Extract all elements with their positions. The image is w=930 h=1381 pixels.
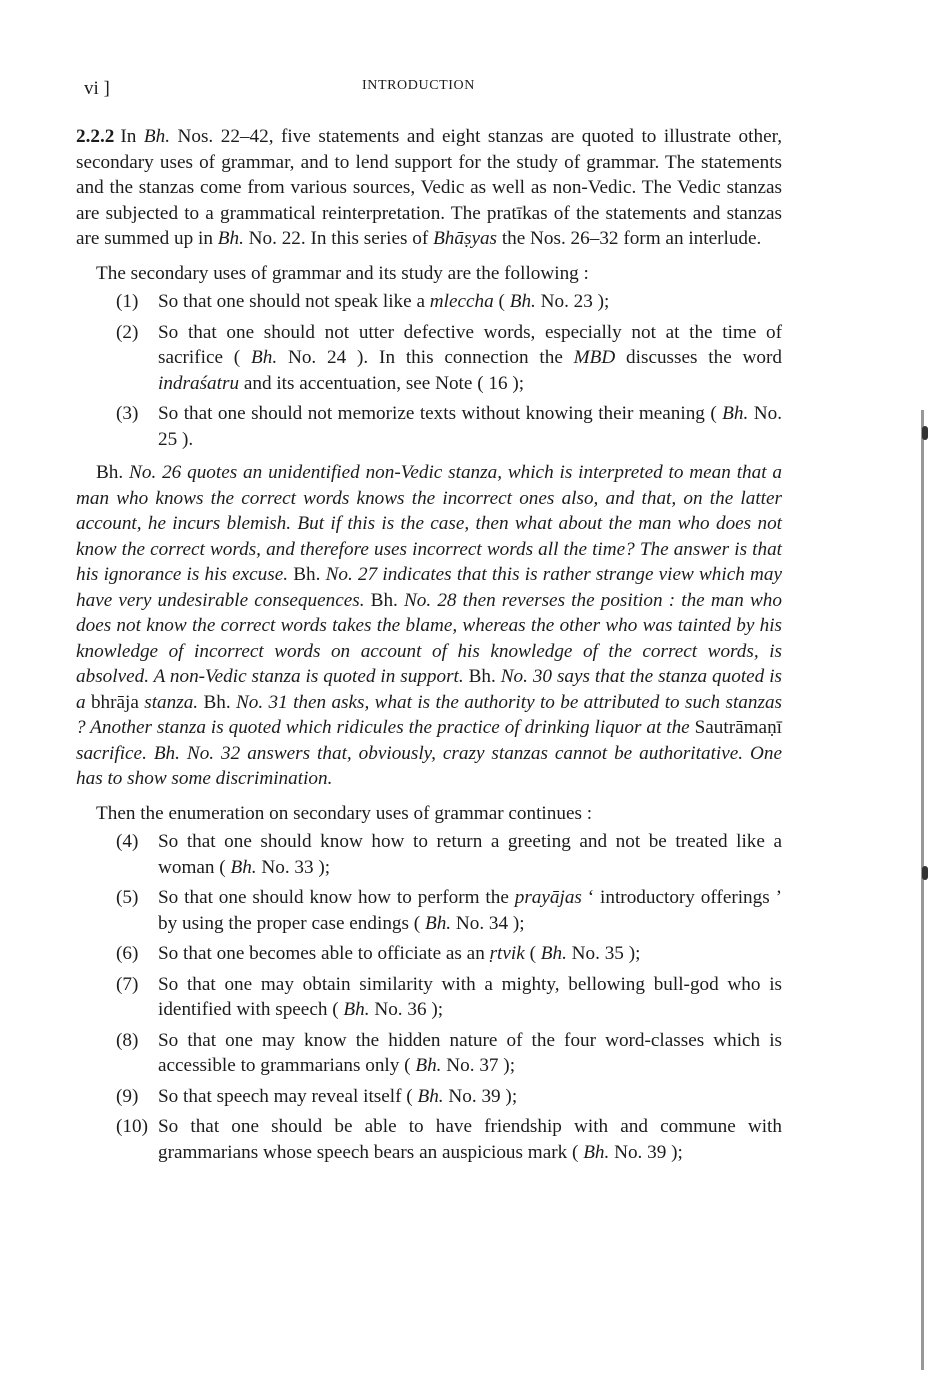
list-item-text <box>158 831 782 878</box>
uses-continuation-intro: Then the enumeration on secondary uses of grammar continues : <box>96 802 593 824</box>
text-run: and its accentuation, see Note ( 16 ); <box>239 372 525 394</box>
body-text <box>76 124 782 1173</box>
text-run: No. 39 ); <box>443 1085 518 1107</box>
list-item-number: (3) <box>116 403 139 424</box>
list-item <box>76 885 782 936</box>
italic-term: Bh. <box>540 943 567 964</box>
list-item <box>76 401 782 452</box>
italic-term: No. 27 indicates that this is rather strange view which may have very undesirable consequences. <box>76 564 782 611</box>
list-item-text <box>158 1116 782 1163</box>
list-item-text <box>158 887 782 934</box>
interlude-paragraph <box>76 460 782 792</box>
text-run: No. 25 ). <box>158 403 782 450</box>
text-run: So that one should be able to have friendship with and commune with grammarians whose speech bears an auspicious mark ( <box>158 1116 782 1163</box>
section-number: 2.2.2 <box>76 126 115 147</box>
list-item-text <box>158 403 782 450</box>
scan-mark <box>922 866 928 880</box>
text-run: So that one should know how to return a greeting and not be treated like a woman ( <box>158 831 782 878</box>
text-run: So that one should not speak like a <box>158 291 430 312</box>
text-run: No. 34 ); <box>451 912 525 934</box>
text-run: the Nos. 26–32 form an interlude. <box>497 228 762 249</box>
text-run: Sautrāmaṇī <box>694 717 782 738</box>
list-item-number: (1) <box>116 291 139 312</box>
italic-term: Bh. <box>583 1141 610 1163</box>
list-item-text <box>158 1086 517 1107</box>
italic-term: Bh. <box>722 403 749 424</box>
text-run: Nos. 22–42, five statements and eight stanzas are quoted to illustrate other, secondary uses of grammar, and to lend support for the study of grammar. The statements and the stanzas come from various sources, Vedic as well as non-Vedic. The Vedic stanzas are subjected to a grammatical reinterpretation. The pratīkas of the statements and stanzas are summed up in <box>76 126 782 249</box>
list-item <box>76 1028 782 1079</box>
text-run: ( <box>524 943 541 964</box>
italic-term: stanza. <box>138 691 204 713</box>
list-item <box>76 320 782 397</box>
italic-term: Bhāṣyas <box>433 228 498 249</box>
text-run: Bh. <box>370 589 398 611</box>
italic-term: prayājas <box>514 887 582 908</box>
text-run: No. 22. In this series of <box>243 228 434 249</box>
italic-term: Bh. <box>509 291 536 312</box>
text-run: In <box>120 126 144 147</box>
list-item-number: (2) <box>116 321 139 343</box>
italic-term: indraśatru <box>158 372 240 394</box>
text-run: No. 24 ). In this connection the <box>277 347 574 368</box>
italic-term: mleccha <box>429 291 494 312</box>
text-run: bhrāja <box>90 691 139 713</box>
italic-term: Bh. <box>251 347 278 368</box>
section-paragraph <box>76 124 782 252</box>
italic-term: Bh. <box>415 1055 442 1076</box>
italic-term: No. 30 says that the stanza quoted is a <box>76 666 782 713</box>
italic-term: Bh. <box>343 999 370 1020</box>
secondary-uses-list-2 <box>76 829 782 1165</box>
list-item <box>76 289 782 315</box>
text-run: So that one should not utter defective words, especially not at the time of sacrifice ( <box>158 321 782 368</box>
italic-term: No. 31 then asks, what is the authority to be attributed to such stanzas ? Another stanza is quoted which ridicules the practice of drinking liquor at the <box>76 691 783 738</box>
text-run: No. 39 ); <box>609 1141 683 1163</box>
text-run: Bh. <box>293 564 321 585</box>
text-run: Bh. <box>96 462 124 483</box>
text-run: ‘ introductory offerings ’ by using the proper case endings ( <box>158 887 782 934</box>
italic-term: Bh. <box>217 228 244 249</box>
list-item-text <box>158 322 782 394</box>
italic-term: Bh. <box>424 912 452 934</box>
italic-term: sacrifice. Bh. No. 32 answers that, obviously, crazy stanzas cannot be authoritative. One has to show some discrimination. <box>76 742 782 789</box>
italic-term: Bh. <box>230 856 257 878</box>
list-item-text <box>158 291 609 312</box>
text-run: So that speech may reveal itself ( <box>158 1085 418 1107</box>
text-run: So that one should not memorize texts without knowing their meaning ( <box>158 403 723 424</box>
text-run: So that one becomes able to officiate as an <box>158 943 490 964</box>
text-run: No. 36 ); <box>369 999 444 1020</box>
italic-term: Bh. <box>143 126 170 147</box>
list-item <box>76 1114 782 1165</box>
list-item-number: (4) <box>116 831 139 852</box>
text-run: So that one may know the hidden nature of the four word-classes which is accessible to grammarians only ( <box>158 1029 782 1076</box>
text-run: discusses the word <box>615 347 782 368</box>
list-item <box>76 941 782 967</box>
text-run: No. 23 ); <box>535 291 610 312</box>
list-item <box>76 972 782 1023</box>
list-item <box>76 1084 782 1110</box>
page-number: vi ] <box>84 78 110 99</box>
list-item-number: (10) <box>116 1116 148 1137</box>
list-item-number: (7) <box>116 973 139 995</box>
secondary-uses-list-1 <box>76 289 782 452</box>
list-item-number: (8) <box>116 1029 139 1051</box>
running-head: INTRODUCTION <box>362 78 475 93</box>
uses-intro: The secondary uses of grammar and its study are the following : <box>96 262 589 284</box>
list-item-number: (5) <box>116 887 139 908</box>
italic-term: Bh. <box>417 1085 444 1107</box>
text-run: Bh. <box>468 666 496 687</box>
text-run: So that one should know how to perform the <box>158 887 515 908</box>
list-item <box>76 829 782 880</box>
list-item-text <box>158 943 640 964</box>
italic-term: ṛtvik <box>489 943 525 964</box>
text-run: No. 33 ); <box>256 856 331 878</box>
list-item-text <box>158 1030 782 1077</box>
text-run: Bh. <box>203 691 231 713</box>
list-item-number: (9) <box>116 1085 139 1107</box>
list-item-text <box>158 974 782 1021</box>
list-item-number: (6) <box>116 943 139 964</box>
scan-binding-edge <box>921 410 924 1370</box>
text-run: No. 35 ); <box>566 943 641 964</box>
italic-term: No. 28 then reverses the position : the man who does not know the correct words takes the blame, whereas the other who was tainted by his knowledge of incorrect words on account of his knowledge of the correct words, is absolved. A non-Vedic stanza is quoted in support. <box>76 589 782 687</box>
scan-mark <box>922 426 928 440</box>
italic-term: MBD <box>573 347 616 368</box>
p-first <box>76 126 782 249</box>
text-run: ( <box>493 291 510 312</box>
text-run: No. 37 ); <box>441 1055 516 1076</box>
italic-term: No. 26 quotes an unidentified non-Vedic stanza, which is interpreted to mean that a man who knows the correct words knows the incorrect ones also, and that, on the latter account, he incurs blemish. But if this is the case, then what about the man who does not know the correct words, and therefore uses incorrect words all the time? The answer is that his ignorance is his excuse. <box>76 462 782 585</box>
text-run: So that one may obtain similarity with a mighty, bellowing bull-god who is identified with speech ( <box>158 973 782 1020</box>
